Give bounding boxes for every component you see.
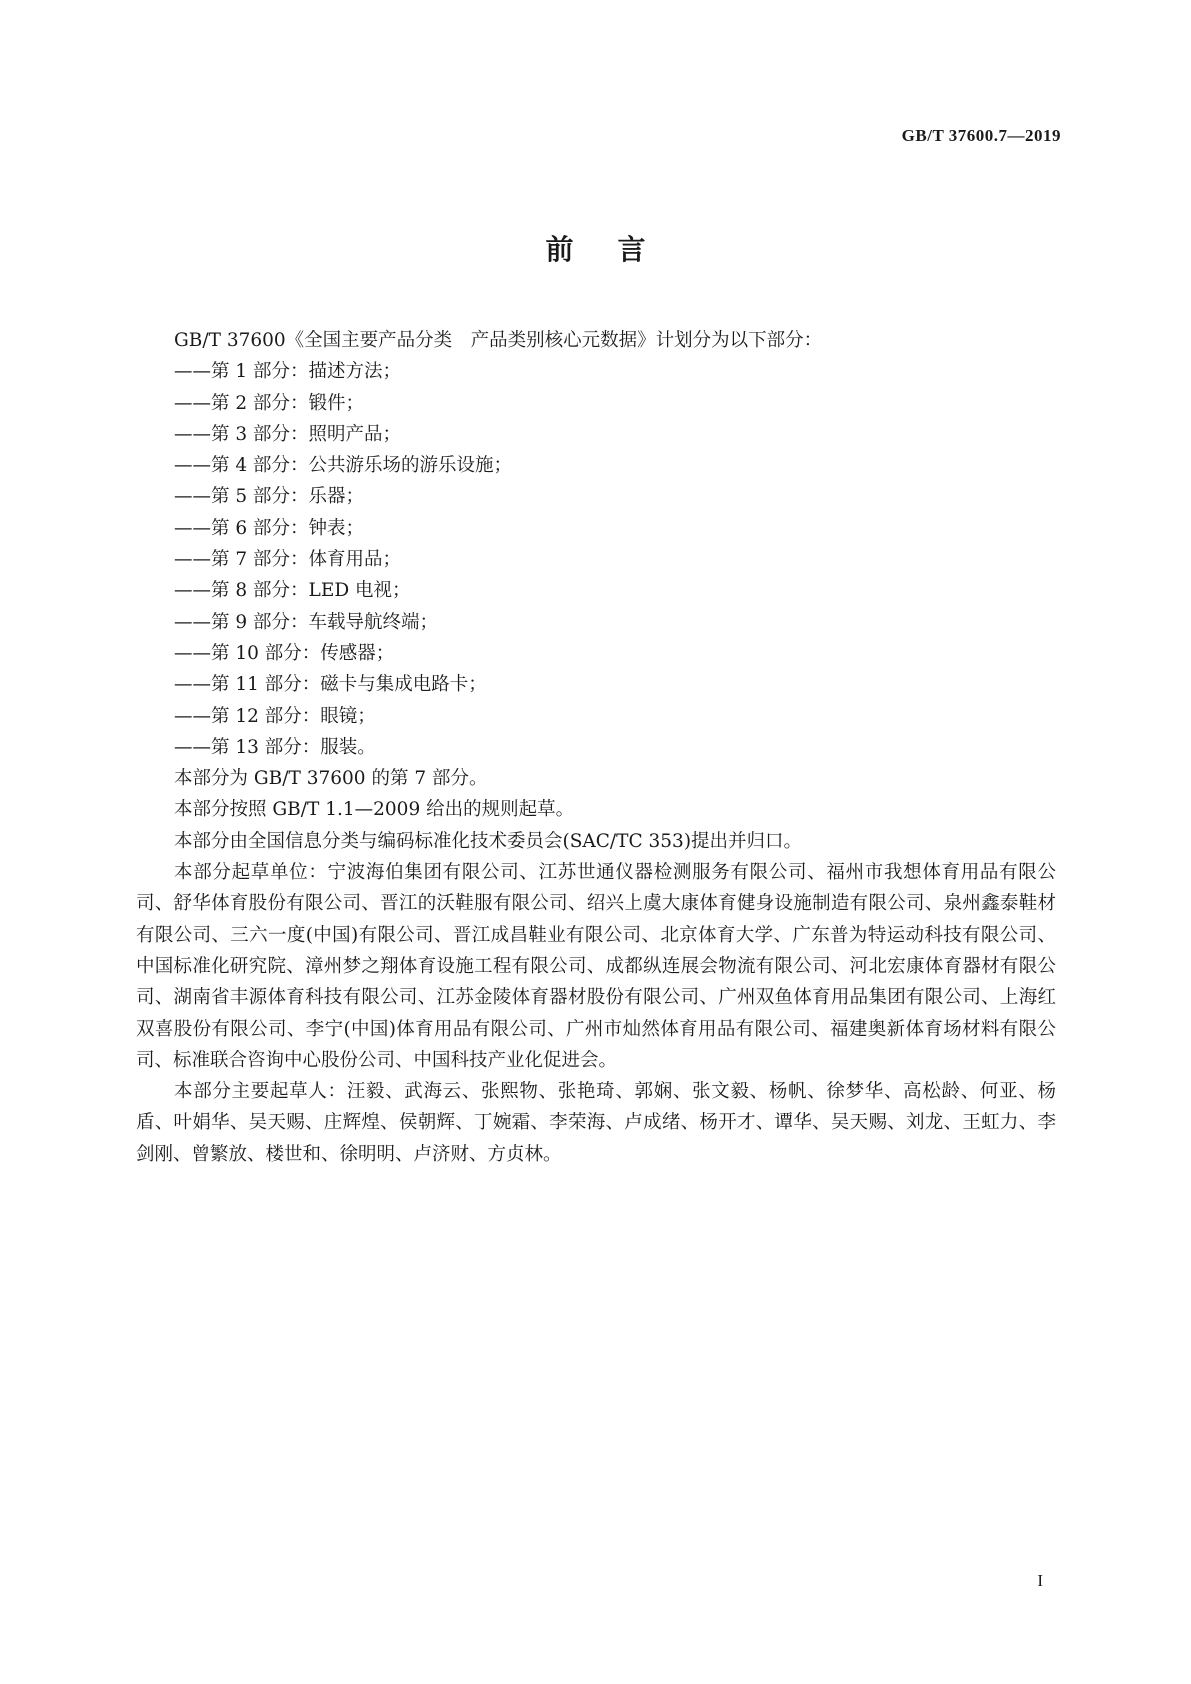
page-number: I (1037, 1571, 1043, 1590)
list-item: ——第 7 部分：体育用品； (174, 549, 402, 571)
part-of-statement: 本部分为 GB/T 37600 的第 7 部分。 (174, 768, 488, 790)
document-body (136, 325, 1056, 1170)
list-item: ——第 1 部分：描述方法； (174, 361, 402, 383)
list-item: ——第 4 部分：公共游乐场的游乐设施； (174, 455, 513, 477)
list-item: ——第 12 部分：眼镜； (174, 705, 376, 727)
list-item: ——第 5 部分：乐器； (174, 486, 365, 508)
list-item: ——第 11 部分：磁卡与集成电路卡； (174, 674, 487, 696)
list-item: ——第 2 部分：锻件； (174, 392, 365, 414)
list-item: ——第 3 部分：照明产品； (174, 423, 402, 445)
drafting-rules-statement: 本部分按照 GB/T 1.1—2009 给出的规则起草。 (174, 799, 575, 821)
intro-paragraph: GB/T 37600《全国主要产品分类 产品类别核心元数据》计划分为以下部分： (174, 330, 823, 351)
list-item: ——第 6 部分：钟表； (174, 517, 365, 539)
list-item: ——第 8 部分：LED 电视； (174, 580, 411, 602)
list-item: ——第 9 部分：车载导航终端； (174, 611, 439, 633)
drafters-paragraph: 本部分主要起草人：汪毅、武海云、张熙物、张艳琦、郭娴、张文毅、杨帆、徐梦华、高松龄、何亚、杨盾、叶娟华、吴天赐、庄辉煌、侯朝辉、丁婉霜、李荣海、卢成绪、杨开才、谭华、吴天赐、刘龙、王虹力、李剑刚、曾繁放、楼世和、徐明明、卢济财、方贞林。 (136, 1081, 1056, 1165)
list-item: ——第 10 部分：传感器； (174, 642, 395, 664)
standard-number: GB/T 37600.7—2019 (901, 126, 1061, 145)
page-title: 前言 (545, 233, 690, 266)
drafting-units-paragraph: 本部分起草单位：宁波海伯集团有限公司、江苏世通仪器检测服务有限公司、福州市我想体育用品有限公司、舒华体育股份有限公司、晋江的沃鞋服有限公司、绍兴上虞大康体育健身设施制造有限公司、泉州鑫泰鞋材有限公司、三六一度(中国)有限公司、晋江成昌鞋业有限公司、北京体育大学、广东普为特运动科技有限公司、中国标准化研究院、漳州梦之翔体育设施工程有限公司、成都纵连展会物流有限公司、河北宏康体育器材有限公司、湖南省丰源体育科技有限公司、江苏金陵体育器材股份有限公司、广州双鱼体育用品集团有限公司、上海红双喜股份有限公司、李宁(中国)体育用品有限公司、广州市灿然体育用品有限公司、福建奥新体育场材料有限公司、标准联合咨询中心股份公司、中国科技产业化促进会。 (136, 862, 1056, 1071)
proposed-by-statement: 本部分由全国信息分类与编码标准化技术委员会(SAC/TC 353)提出并归口。 (174, 830, 803, 852)
list-item: ——第 13 部分：服装。 (174, 736, 376, 758)
